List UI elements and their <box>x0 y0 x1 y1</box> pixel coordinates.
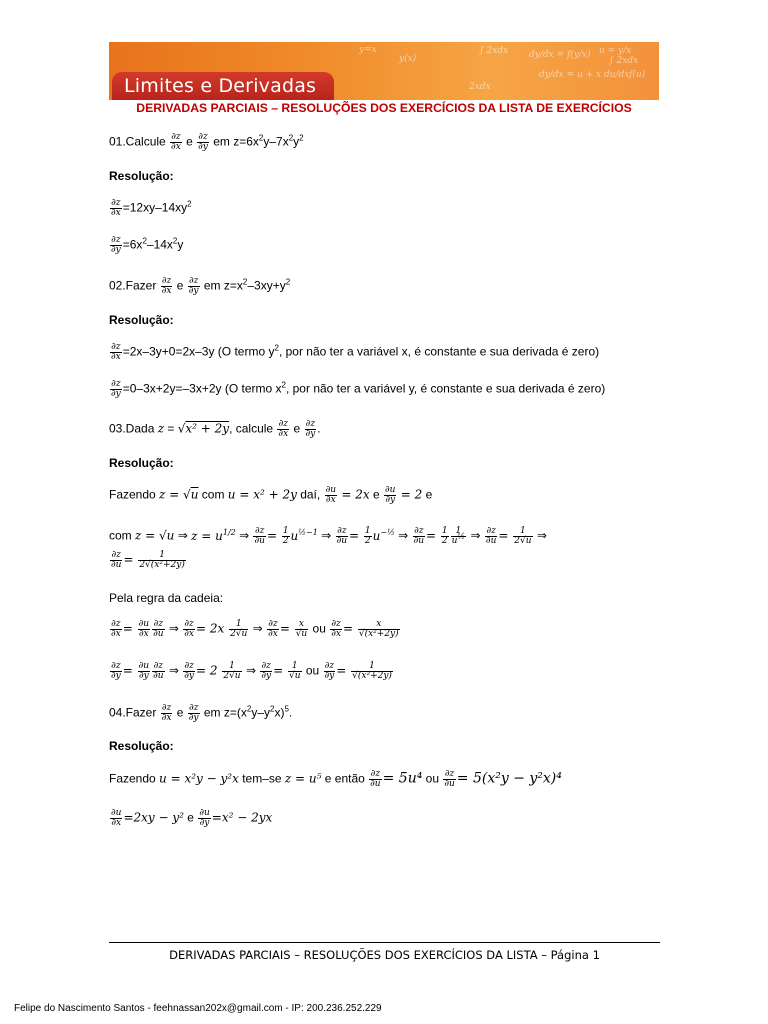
exercise-03: 03.Dada z = √x² + 2y, calcule $\frac{\partial z}{\partial x}$ e $\frac{\partial z}{\partial y}$ . <box>109 419 321 439</box>
exercise-02: 02.Fazer $\frac{\partial z}{\partial x}$ e $\frac{\partial z}{\partial y}$ em $z=x^2-3xy+y^2$ <box>109 276 291 296</box>
exercise-01-partial-x: $\frac{\partial z}{\partial x}$ $=12xy-14xy^2$ <box>111 198 192 218</box>
chain-rule-label: Pela regra da cadeia: <box>109 591 224 605</box>
exercise-04-substitution: Fazendo u = x²y − y²x tem–se z = u⁵ e então $\frac{\partial z}{\partial u}$ = 5u⁴ ou $\frac{\partial z}{\partial u}$ = 5(x²y − y²x)⁴ <box>109 769 562 789</box>
page-footer: DERIVADAS PARCIAIS – RESOLUÇÕES DOS EXERCÍCIOS DA LISTA – Página 1 <box>169 948 600 962</box>
exercise-02-partial-y: $\frac{\partial z}{\partial y}$ =0–3x+2y=–3x+2y (O termo $x^2$, por não ter a variável y, é constante e sua derivada é zero) <box>111 379 606 399</box>
exercise-03-derivation: com z = √u ⇒ $z = u^{1/2}$ ⇒ $\frac{\partial z}{\partial u}$ = $\frac{1}{2}$ $u^{\frac{1}{2}-1}$ ⇒ $\frac{\partial z}{\partial u}$ = $\frac{1}{2}$ $u^{-\frac{1}{2}}$ ⇒ $\frac{\partial z}{\partial u}$ = $\frac{1}{2}$ $\frac{1}{u^{\frac{1}{2}}}$ ⇒ $\frac{\partial z}{\partial u}$ = $\frac{1}{2√u}$ ⇒ <box>109 526 547 546</box>
banner-title: Limites e Derivadas <box>124 75 317 97</box>
exercise-04: 04.Fazer $\frac{\partial z}{\partial x}$ e $\frac{\partial z}{\partial y}$ em $z=(x^2y-y^2x)^5$. <box>109 703 293 723</box>
exercise-03-chain-x: $\frac{\partial z}{\partial x}$ = $\frac{\partial u}{\partial x}$ $\frac{\partial z}{\partial u}$ ⇒ $\frac{\partial z}{\partial x}$ = 2x $\frac{1}{2√u}$ ⇒ $\frac{\partial z}{\partial x}$ = $\frac{x}{√u}$ ou $\frac{\partial z}{\partial x}$ = $\frac{x}{\text{√(x²+2y)}}$ <box>111 619 399 639</box>
exercise-02-partial-x: $\frac{\partial z}{\partial x}$ =2x–3y+0=2x–3y (O termo $y^2$, por não ter a variável x, é constante e sua derivada é zero) <box>111 342 600 362</box>
footer-divider <box>109 942 660 943</box>
exercise-03-dz-du: $\frac{\partial z}{\partial u}$ = $\frac{1}{\text{2√(x²+2y)}}$ <box>111 550 185 570</box>
exercise-04-partials: $\frac{\partial u}{\partial x}$ =2xy − y² e $\frac{\partial u}{\partial y}$ =x² − 2yx <box>111 808 273 828</box>
resolution-label: Resolução: <box>109 456 174 470</box>
exercise-01-partial-y: $\frac{\partial z}{\partial y}$ $=6x^2-14x^2y$ <box>111 235 184 255</box>
resolution-label: Resolução: <box>109 169 174 183</box>
exercise-01: 01.Calcule $\frac{\partial z}{\partial x}$ e $\frac{\partial z}{\partial y}$ em $z=6x^2y-7x^2y^2$ <box>109 132 304 152</box>
resolution-label: Resolução: <box>109 739 174 753</box>
header-banner: y=x y(x) ∫ 2xdx dy/dx = f(y/x) u = y/x dy/dx = u + x du/dx f(u) 2xdx ∫ 2xdx Limites e Derivadas <box>109 42 659 100</box>
exercise-03-chain-y: $\frac{\partial z}{\partial y}$ = $\frac{\partial u}{\partial y}$ $\frac{\partial z}{\partial u}$ ⇒ $\frac{\partial z}{\partial y}$ = 2 $\frac{1}{2√u}$ ⇒ $\frac{\partial z}{\partial y}$ = $\frac{1}{√u}$ ou $\frac{\partial z}{\partial y}$ = $\frac{1}{\text{√(x²+2y)}}$ <box>111 661 392 681</box>
exercise-03-substitution: Fazendo z = √u com u = x² + 2y daí, $\frac{\partial u}{\partial x}$ = 2x e $\frac{\partial u}{\partial y}$ = 2 e <box>109 485 433 505</box>
resolution-label: Resolução: <box>109 313 174 327</box>
download-watermark: Felipe do Nascimento Santos - feehnassan202x@gmail.com - IP: 200.236.252.229 <box>14 1003 382 1014</box>
document-subtitle: DERIVADAS PARCIAIS – RESOLUÇÕES DOS EXERCÍCIOS DA LISTA DE EXERCÍCIOS <box>136 101 632 115</box>
